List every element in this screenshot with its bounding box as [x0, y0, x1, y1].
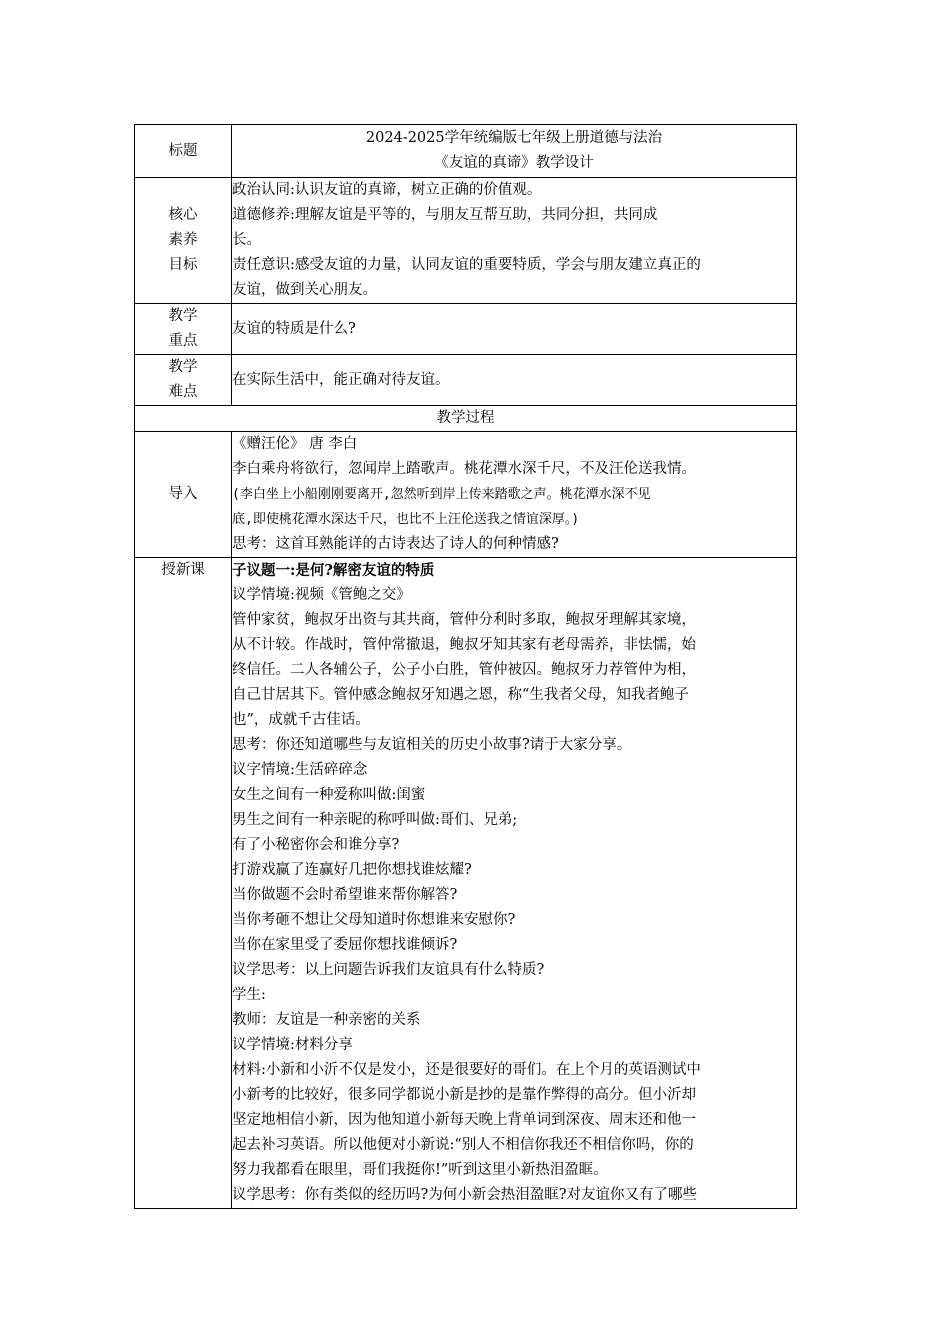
- intro-question: 思考：这首耳熟能详的古诗表达了诗人的何种情感?: [232, 536, 559, 552]
- new-lesson-row: [135, 558, 797, 1209]
- focus-text: 友谊的特质是什么?: [232, 320, 356, 337]
- title-line-1: 2024-2025学年统编版七年级上册道德与法治: [365, 130, 663, 146]
- lesson-line: 议学情境:材料分享: [232, 1037, 353, 1053]
- difficulty-label-line-2: 难点: [168, 384, 198, 400]
- focus-label: [135, 304, 232, 355]
- process-header: 教学过程: [135, 406, 797, 432]
- new-lesson-label: 授新课: [135, 558, 232, 1209]
- goals-row: [135, 178, 797, 304]
- lesson-line: 终信任。二人各辅公子，公子小白胜，管仲被囚。鲍叔牙力荐管仲为相，: [232, 662, 696, 678]
- lesson-plan-table: [134, 124, 797, 1209]
- goal-line: 道德修养:理解友谊是平等的，与朋友互帮互助，共同分担，共同成: [232, 207, 658, 223]
- focus-cell: [232, 304, 797, 355]
- process-header-row: [135, 406, 797, 432]
- lesson-line: 当你做题不会时希望谁来帮你解答?: [232, 887, 458, 903]
- difficulty-label-line-1: 教学: [168, 359, 198, 375]
- lesson-line: 从不计较。作战时，管仲常撤退，鲍叔牙知其家有老母需养，非怯懦，始: [232, 637, 696, 653]
- poem-title: 《赠汪伦》 唐 李白: [232, 436, 358, 452]
- lesson-line: 男生之间有一种亲昵的称呼叫做:哥们、兄弟;: [232, 812, 518, 828]
- lesson-line: 议学思考：以上问题告诉我们友谊具有什么特质?: [232, 962, 545, 978]
- lesson-line: 材料:小新和小沂不仅是发小，还是很要好的哥们。在上个月的英语测试中: [232, 1062, 701, 1078]
- lesson-line: 坚定地相信小新，因为他知道小新每天晚上背单词到深夜、周末还和他一: [232, 1112, 696, 1128]
- lesson-line: 打游戏赢了连赢好几把你想找谁炫耀?: [232, 862, 472, 878]
- lesson-line: 学生:: [232, 987, 266, 1003]
- goals-label: [135, 178, 232, 304]
- title-row: [135, 125, 797, 178]
- lesson-line: 努力我都看在眼里，哥们我挺你!”听到这里小新热泪盈眶。: [232, 1162, 608, 1178]
- lesson-line: 小新考的比较好，很多同学都说小新是抄的是靠作弊得的高分。但小沂却: [232, 1087, 696, 1103]
- poem-note: 底,即使桃花潭水深达千尺，也比不上汪伦送我之情谊深厚。): [232, 512, 580, 527]
- new-lesson-cell: [232, 558, 797, 1209]
- poem-note: (李白坐上小船刚刚要离开,忽然听到岸上传来踏歌之声。桃花潭水深不见: [232, 487, 651, 502]
- lesson-line: 起去补习英语。所以他便对小新说:“别人不相信你我还不相信你吗，你的: [232, 1137, 694, 1153]
- lesson-line: 有了小秘密你会和谁分享?: [232, 837, 400, 853]
- lesson-last-line: 议学思考：你有类似的经历吗?为何小新会热泪盈眶?对友谊你又有了哪些: [232, 1187, 698, 1203]
- intro-label: 导入: [135, 432, 232, 558]
- goal-line: 政治认同:认识友谊的真谛，树立正确的价值观。: [232, 182, 542, 198]
- intro-cell: [232, 432, 797, 558]
- lesson-line: 议字情境:生活碎碎念: [232, 762, 368, 778]
- lesson-line: 管仲家贫，鲍叔牙出资与其共商，管仲分利时多取，鲍叔牙理解其家境，: [232, 612, 696, 628]
- lesson-line: 也”，成就千古佳话。: [232, 712, 370, 728]
- difficulty-text: 在实际生活中，能正确对待友谊。: [232, 371, 450, 388]
- title-label: 标题: [135, 125, 232, 178]
- focus-label-line-2: 重点: [168, 333, 198, 349]
- title-line-2: 《友谊的真谛》教学设计: [434, 155, 594, 171]
- lesson-line: 当你考砸不想让父母知道时你想谁来安慰你?: [232, 912, 516, 928]
- lesson-line: 当你在家里受了委屈你想找谁倾诉?: [232, 937, 458, 953]
- goals-label-line-2: 素养: [168, 232, 198, 248]
- focus-label-line-1: 教学: [168, 308, 198, 324]
- title-cell: [232, 125, 797, 178]
- lesson-line: 自己甘居其下。管仲感念鲍叔牙知遇之恩，称“生我者父母，知我者鲍子: [232, 687, 689, 703]
- difficulty-row: [135, 355, 797, 406]
- goal-line: 友谊，做到关心朋友。: [232, 282, 377, 298]
- difficulty-label: [135, 355, 232, 406]
- lesson-line: 议学情境:视频《管鲍之交》: [232, 587, 411, 603]
- goals-label-line-3: 目标: [168, 257, 198, 273]
- goal-line: 责任意识:感受友谊的力量，认同友谊的重要特质，学会与朋友建立真正的: [232, 257, 701, 273]
- goal-line: 长。: [232, 232, 261, 248]
- intro-row: [135, 432, 797, 558]
- lesson-line: 教师：友谊是一种亲密的关系: [232, 1012, 421, 1028]
- focus-row: [135, 304, 797, 355]
- poem-text: 李白乘舟将欲行，忽闻岸上踏歌声。桃花潭水深千尺，不及汪伦送我情。: [232, 461, 696, 477]
- goals-label-line-1: 核心: [168, 207, 198, 223]
- difficulty-cell: [232, 355, 797, 406]
- goals-cell: [232, 178, 797, 304]
- lesson-line: 思考：你还知道哪些与友谊相关的历史小故事?请于大家分享。: [232, 737, 632, 753]
- subtopic-heading: 子议题一:是何?解密友谊的特质: [232, 562, 435, 579]
- lesson-line: 女生之间有一种爱称叫做:闺蜜: [232, 787, 426, 803]
